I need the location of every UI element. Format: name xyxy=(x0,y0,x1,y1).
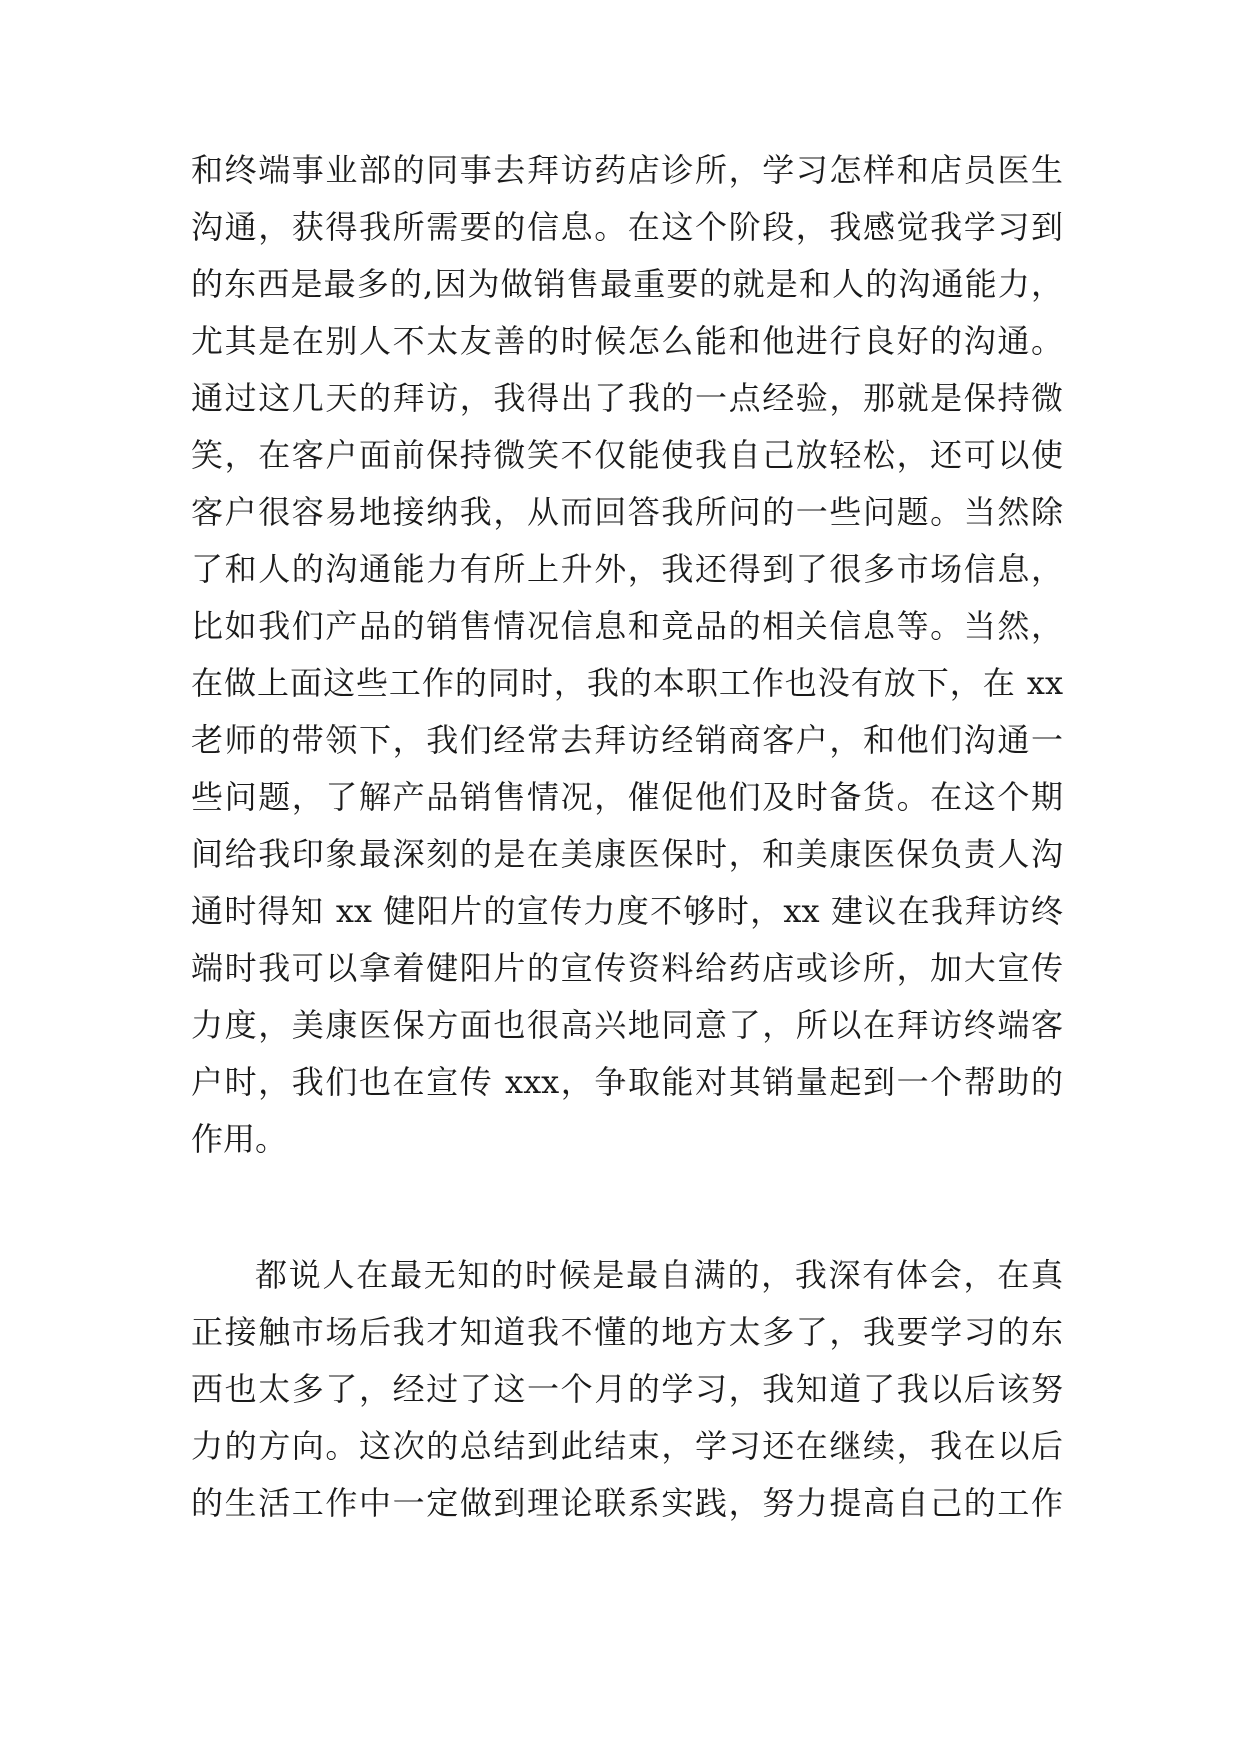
text-line: 通过这几天的拜访，我得出了我的一点经验，那就是保持微 xyxy=(191,379,1063,417)
text-line: 作用。 xyxy=(191,1120,288,1158)
text-line: 老师的带领下，我们经常去拜访经销商客户，和他们沟通一 xyxy=(191,721,1063,759)
text-line: 力的方向。这次的总结到此结束，学习还在继续，我在以后 xyxy=(191,1427,1063,1465)
text-line: 客户很容易地接纳我，从而回答我所问的一些问题。当然除 xyxy=(191,493,1063,531)
text-line: 在做上面这些工作的同时，我的本职工作也没有放下，在 xx xyxy=(191,664,1063,702)
text-line: 的生活工作中一定做到理论联系实践，努力提高自己的工作 xyxy=(191,1484,1063,1522)
text-line: 尤其是在别人不太友善的时候怎么能和他进行良好的沟通。 xyxy=(191,322,1063,360)
text-line: 笑，在客户面前保持微笑不仅能使我自己放轻松，还可以使 xyxy=(191,436,1063,474)
text-line: 力度，美康医保方面也很高兴地同意了，所以在拜访终端客 xyxy=(191,1006,1063,1044)
text-line: 的东西是最多的,因为做销售最重要的就是和人的沟通能力， xyxy=(191,265,1063,303)
text-line: 间给我印象最深刻的是在美康医保时，和美康医保负责人沟 xyxy=(191,835,1063,873)
text-line: 和终端事业部的同事去拜访药店诊所，学习怎样和店员医生 xyxy=(191,151,1063,189)
text-line: 了和人的沟通能力有所上升外，我还得到了很多市场信息， xyxy=(191,550,1063,588)
text-line: 都说人在最无知的时候是最自满的，我深有体会，在真 xyxy=(255,1256,1063,1294)
text-line: 户时，我们也在宣传 xxx，争取能对其销量起到一个帮助的 xyxy=(191,1063,1063,1101)
text-line: 西也太多了，经过了这一个月的学习，我知道了我以后该努 xyxy=(191,1370,1063,1408)
text-line: 些问题，了解产品销售情况，催促他们及时备货。在这个期 xyxy=(191,778,1063,816)
text-line: 沟通，获得我所需要的信息。在这个阶段，我感觉我学习到 xyxy=(191,208,1063,246)
text-line: 端时我可以拿着健阳片的宣传资料给药店或诊所，加大宣传 xyxy=(191,949,1063,987)
text-line: 通时得知 xx 健阳片的宣传力度不够时，xx 建议在我拜访终 xyxy=(191,892,1063,930)
text-line: 正接触市场后我才知道我不懂的地方太多了，我要学习的东 xyxy=(191,1313,1063,1351)
text-line: 比如我们产品的销售情况信息和竞品的相关信息等。当然， xyxy=(191,607,1063,645)
